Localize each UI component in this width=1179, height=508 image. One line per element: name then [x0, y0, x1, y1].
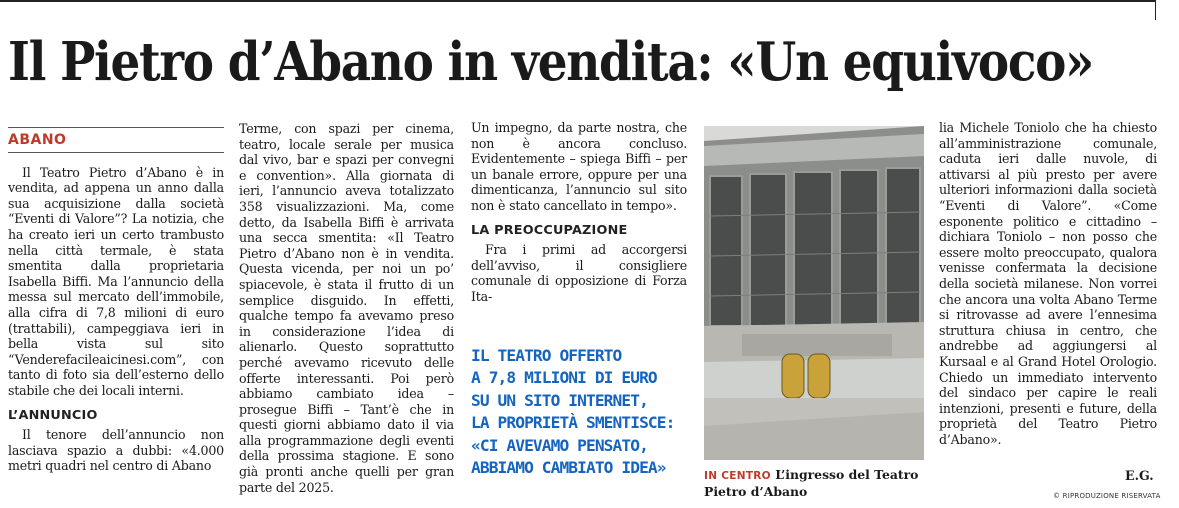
column-5: [939, 120, 1157, 447]
column-3-paragraph-1: Un impegno, da parte nostra, che non è ancora concluso. Evidentemente – spiega Biffi – per un banale errore, oppure per una dimenticanza, l’annuncio sul sito non è stato cancellato in tempo».: [471, 120, 687, 213]
right-rule: [1155, 0, 1156, 20]
column-1-paragraph-2: Il tenore dell’annuncio non lasciava spazio a dubbi: «4.000 metri quadri nel centro di Abano: [8, 427, 224, 474]
headline: Il Pietro d’Abano in vendita: «Un equivoco»: [8, 31, 1094, 93]
caption-label: IN CENTRO: [704, 470, 771, 482]
column-2: [239, 121, 454, 495]
column-3: [471, 120, 687, 305]
pull-quote-line: SU UN SITO INTERNET,: [471, 390, 648, 410]
theatre-photo-illustration: [704, 126, 924, 460]
pull-quote-line: LA PROPRIETÀ SMENTISCE:: [471, 413, 675, 433]
pull-quote-line: IL TEATRO OFFERTO: [471, 346, 622, 365]
top-rule: [0, 0, 1155, 2]
subhead-annuncio: L’ANNUNCIO: [8, 407, 98, 423]
copyright-notice: © RIPRODUZIONE RISERVATA: [1053, 492, 1161, 500]
pull-quote: [471, 345, 691, 479]
column-1: [8, 120, 224, 474]
caption-text: L’ingresso del Teatro Pietro d’Abano: [704, 467, 919, 499]
theatre-entrance-photo: [704, 126, 924, 460]
subhead-preoccupazione: LA PREOCCUPAZIONE: [471, 222, 628, 238]
column-2-text: Terme, con spazi per cinema, teatro, locale serale per musica dal vivo, bar e spazi per convegni e convention». Alla giornata di ieri, l’annuncio aveva totalizzato 358 visualizzazioni. Ma, come detto, da Isabella Biffi è arrivata una secca smentita: «Il Teatro Pietro d’Abano non è in vendita. Questa vicenda, per noi un po’ spiacevole, è stata il frutto di un semplice disguido. In effetti, qualche tempo fa avevamo preso in considerazione l’idea di alienarlo. Questo soprattutto perché avevamo ricevuto delle offerte interessanti. Poi però abbiamo cambiato idea – prosegue Biffi – Tant’è che in questi giorni abbiamo dato il via alla programmazione degli eventi della prossima stagione. E sono già pronti anche quelli per gran parte del 2025.: [239, 121, 454, 495]
author-signature: E.G.: [1125, 468, 1154, 483]
column-5-text: lia Michele Toniolo che ha chiesto all’amministrazione comunale, caduta ieri dalle nuvole, di attivarsi al più presto per avere ulteriori informazioni dalla società “Eventi di Valore”. «Come esponente politico e cittadino – dichiara Toniolo – non posso che essere molto preoccupato, qualora venisse confermata la decisione della società milanese. Non vorrei che ancora una volta Abano Terme si ritrovasse ad avere l’ennesima struttura chiusa in centro, che andrebbe ad aggiungersi al Kursaal e al Grand Hotel Orologio. Chiedo un immediato intervento del sindaco per capire le reali intenzioni, presenti e future, della proprietà del Teatro Pietro d’Abano».: [939, 120, 1157, 447]
column-1-paragraph-1: Il Teatro Pietro d’Abano è in vendita, ad appena un anno dalla sua acquisizione dalla società “Eventi di Valore”? La notizia, che ha creato ieri un certo trambusto nella città termale, è stata smentita dalla proprietaria Isabella Biffi. Ma l’annuncio della messa sul mercato dell’immobile, alla cifra di 7,8 milioni di euro (trattabili), campeggiava ieri in bella vista sul sito “Venderefacileaicinesi.com”, con tanto di foto sia dell’esterno dello stabile che dei locali interni.: [8, 164, 224, 398]
pull-quote-line: «CI AVEVAMO PENSATO,: [471, 435, 648, 455]
column-3-paragraph-2: Fra i primi ad accorgersi dell’avviso, il consigliere comunale di opposizione di Forza Ita-: [471, 242, 687, 304]
pull-quote-line: A 7,8 MILIONI DI EURO: [471, 368, 657, 388]
photo-caption: [704, 467, 930, 499]
section-tag: ABANO: [8, 127, 224, 153]
pull-quote-line: ABBIAMO CAMBIATO IDEA»: [471, 458, 666, 478]
